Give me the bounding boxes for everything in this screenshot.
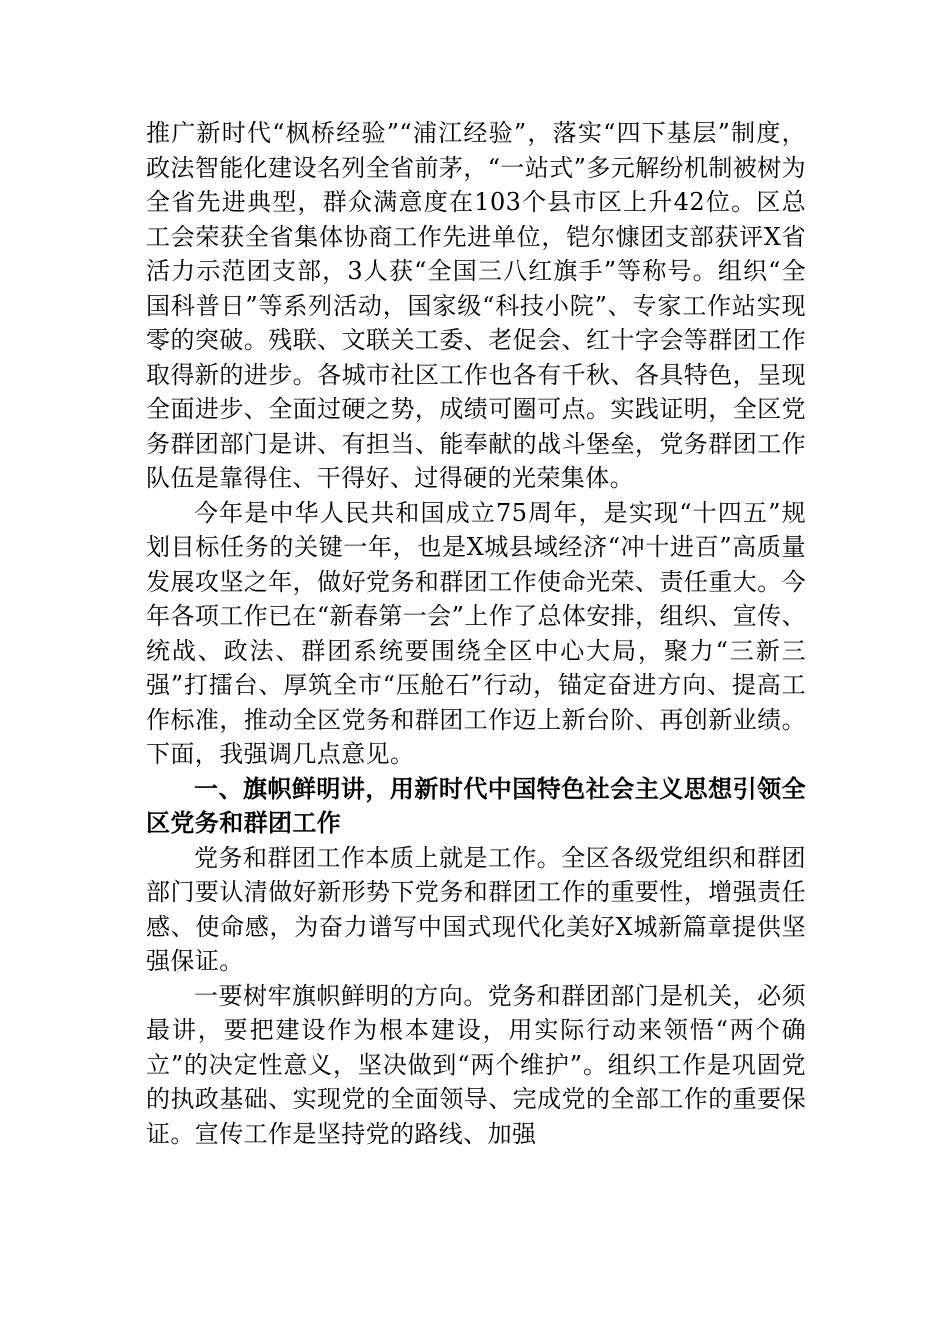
section-heading-one: 一、旗帜鲜明讲，用新时代中国特色社会主义思想引领全区党务和群团工作 <box>146 774 806 837</box>
paragraph-point-one: 一要树牢旗帜鲜明的方向。党务和群团部门是机关，必须最讲，要把建设作为根本建设，用实际行动来领悟“两个确立”的决定性意义，坚决做到“两个维护”。组织工作是巩固党的执政基础、实现党的全面领导、完成党的全部工作的重要保证。宣传工作是坚持党的路线、加强 <box>146 981 806 1148</box>
document-body <box>146 116 806 1151</box>
paragraph-this-year-overview: 今年是中华人民共和国成立75周年，是实现“十四五”规划目标任务的关键一年，也是X城县域经济“冲十进百”高质量发展攻坚之年，做好党务和群团工作使命光荣、责任重大。今年各项工作已在“新春第一会”上作了总体安排，组织、宣传、统战、政法、群团系统要围绕全区中心大局，聚力“三新三强”打擂台、厚筑全市“压舱石”行动，锚定奋进方向、提高工作标准，推动全区党务和群团工作迈上新台阶、再创新业绩。下面，我强调几点意见。 <box>146 498 806 768</box>
paragraph-achievements-continued: 推广新时代“枫桥经验”“浦江经验”，落实“四下基层”制度，政法智能化建设名列全省前茅，“一站式”多元解纷机制被树为全省先进典型，群众满意度在103个县市区上升42位。区总工会荣获全省集体协商工作先进单位，铠尔慷团支部获评X省活力示范团支部，3人获“全国三八红旗手”等称号。组织“全国科普日”等系列活动，国家级“科技小院”、专家工作站实现零的突破。残联、文联关工委、老促会、红十字会等群团工作取得新的进步。各城市社区工作也各有千秋、各具特色，呈现全面进步、全面过硬之势，成绩可圈可点。实践证明，全区党务群团部门是讲、有担当、能奉献的战斗堡垒，党务群团工作队伍是靠得住、干得好、过得硬的光荣集体。 <box>146 119 806 492</box>
paragraph-section-one-intro: 党务和群团工作本质上就是工作。全区各级党组织和群团部门要认清做好新形势下党务和群团工作的重要性，增强责任感、使命感，为奋力谱写中国式现代化美好X城新篇章提供坚强保证。 <box>146 843 806 975</box>
